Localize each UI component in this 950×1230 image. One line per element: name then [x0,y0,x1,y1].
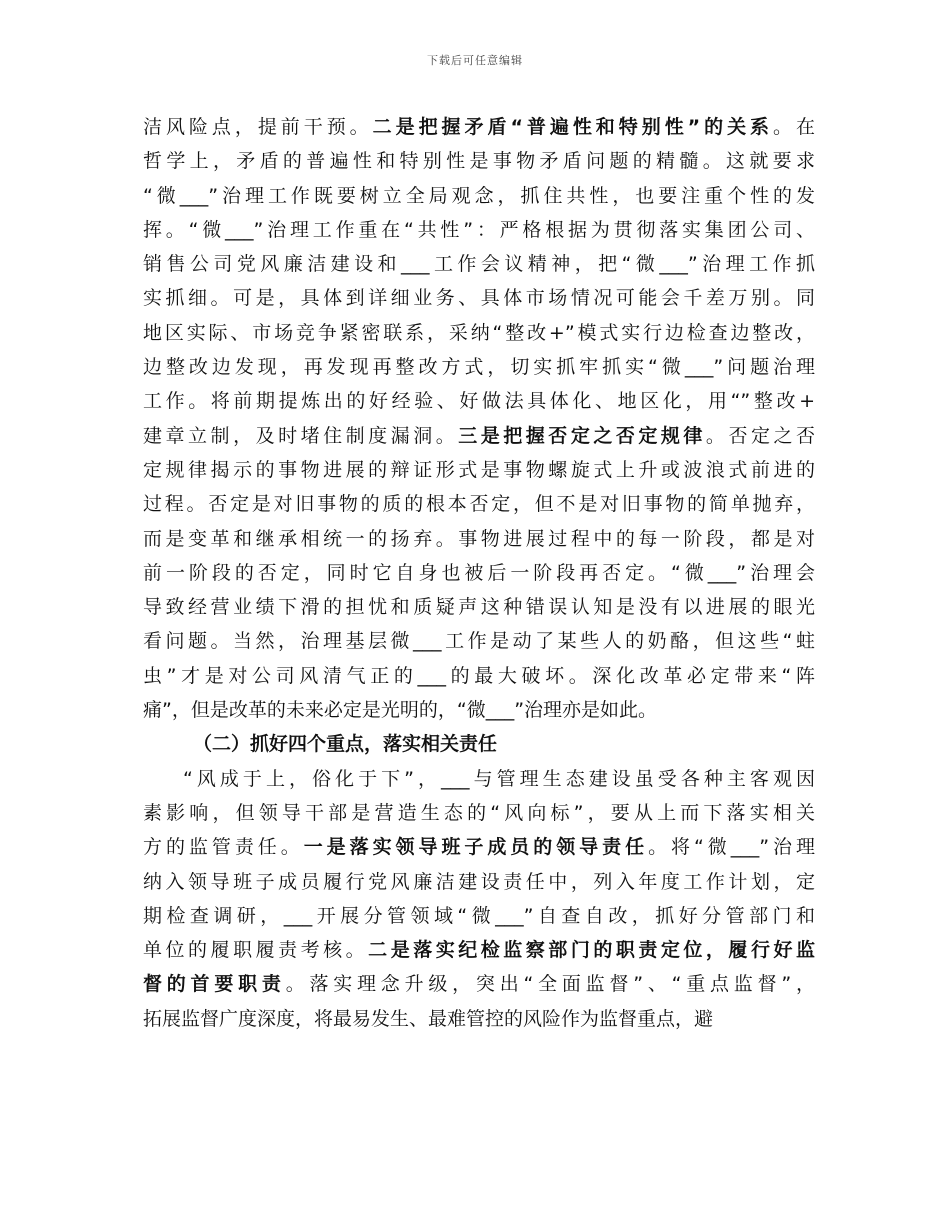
text-line [143,830,815,864]
text-segment: 期检查调研，___开展分管领域“微___”自查自改，抓好分管部门和 [143,904,815,927]
text-line [143,693,815,727]
text-segment: 定规律揭示的事物进展的辩证形式是事物螺旋式上升或波浪式前进的 [143,458,815,481]
bold-text-segment: 督的首要职责 [143,973,286,996]
text-segment: 销售公司党风廉洁建设和___工作会议精神，把“微___”治理工作抓 [143,253,815,276]
text-segment: 素影响，但领导干部是营造生态的“风向标”，要从上而下落实相关 [143,801,815,824]
text-segment: 。将“微___”治理 [648,836,815,859]
text-line [143,762,815,796]
text-line [143,213,815,247]
text-segment: 看问题。当然，治理基层微___工作是动了某些人的奶酪，但这些“蛀 [143,630,815,653]
text-segment: 前一阶段的否定，同时它自身也被后一阶段再否定。“微___”治理会 [143,561,815,584]
bold-text-segment: 二是落实纪检监察部门的职责定位，履行好监 [368,939,815,962]
text-segment: 导致经营业绩下滑的担忧和质疑声这种错误认知是没有以进展的眼光 [143,596,815,619]
text-line [143,1002,815,1036]
text-line [143,144,815,178]
text-line [143,899,815,933]
text-segment: 虫”才是对公司风清气正的___的最大破坏。深化改革必定带来“阵 [143,664,815,687]
text-segment: 。在 [773,116,815,138]
text-segment: 工作。将前期提炼出的好经验、好做法具体化、地区化，用“”整改+ [143,390,815,413]
text-line [143,933,815,967]
text-line [143,556,815,590]
text-segment: 挥。“微___”治理工作重在“共性”：严格根据为贯彻落实集团公司、 [143,218,815,241]
text-line [143,419,815,453]
text-line [143,281,815,315]
text-line [143,522,815,556]
text-line [143,110,815,144]
text-segment: 实抓细。可是，具体到详细业务、具体市场情况可能会千差万别。同 [143,287,815,310]
text-segment: 建章立制，及时堵住制度漏洞。 [143,424,459,447]
text-segment: 纳入领导班子成员履行党风廉洁建设责任中，列入年度工作计划，定 [143,870,815,893]
text-line [143,350,815,384]
text-segment: 洁风险点，提前干预。 [143,116,373,138]
text-segment: 而是变革和继承相统一的扬弃。事物进展过程中的每一阶段，都是对 [143,527,815,550]
text-line [143,659,815,693]
text-segment: 单位的履职履责考核。 [143,939,369,962]
bold-text-segment: 三是把握否定之否定规律 [458,424,706,447]
bold-text-segment: 二是把握矛盾“普遍性和特别性”的关系 [372,116,774,138]
text-segment: 拓展监督广度深度，将最易发生、最难管控的风险作为监督重点，避 [143,1007,714,1030]
text-line [143,796,815,830]
text-line [143,967,815,1001]
text-segment: 方的监管责任。 [143,836,304,859]
text-line [143,865,815,899]
text-line [143,316,815,350]
text-line [143,384,815,418]
text-segment: 地区实际、市场竞争紧密联系，采纳“整改+”模式实行边检查边整改， [143,321,815,344]
text-segment: （二）抓好四个重点，落实相关责任 [193,733,498,756]
text-line [143,590,815,624]
section-heading [143,727,815,761]
text-line [143,247,815,281]
text-line [143,624,815,658]
text-segment: 哲学上，矛盾的普遍性和特别性是事物矛盾问题的精髓。这就要求 [143,150,815,173]
text-line [143,487,815,521]
page-header: 下载后可任意编辑 [427,54,523,67]
text-segment: 过程。否定是对旧事物的质的根本否定，但不是对旧事物的简单抛弃， [143,493,815,516]
document-body [143,110,815,1036]
text-segment: “微___”治理工作既要树立全局观念，抓住共性，也要注重个性的发 [143,184,815,207]
text-line [143,179,815,213]
text-segment: 。否定之否 [705,424,815,447]
text-segment: “风成于上，俗化于下”，___与管理生态建设虽受各种主客观因 [183,767,815,790]
text-segment: 痛”，但是改革的未来必定是光明的，“微___”治理亦是如此。 [143,699,658,722]
bold-text-segment: 一是落实领导班子成员的领导责任 [303,836,649,859]
text-segment: 边整改边发现，再发现再整改方式，切实抓牢抓实“微___”问题治理 [143,356,815,379]
text-line [143,453,815,487]
text-segment: 。落实理念升级，突出“全面监督”、“重点监督”， [285,973,815,996]
